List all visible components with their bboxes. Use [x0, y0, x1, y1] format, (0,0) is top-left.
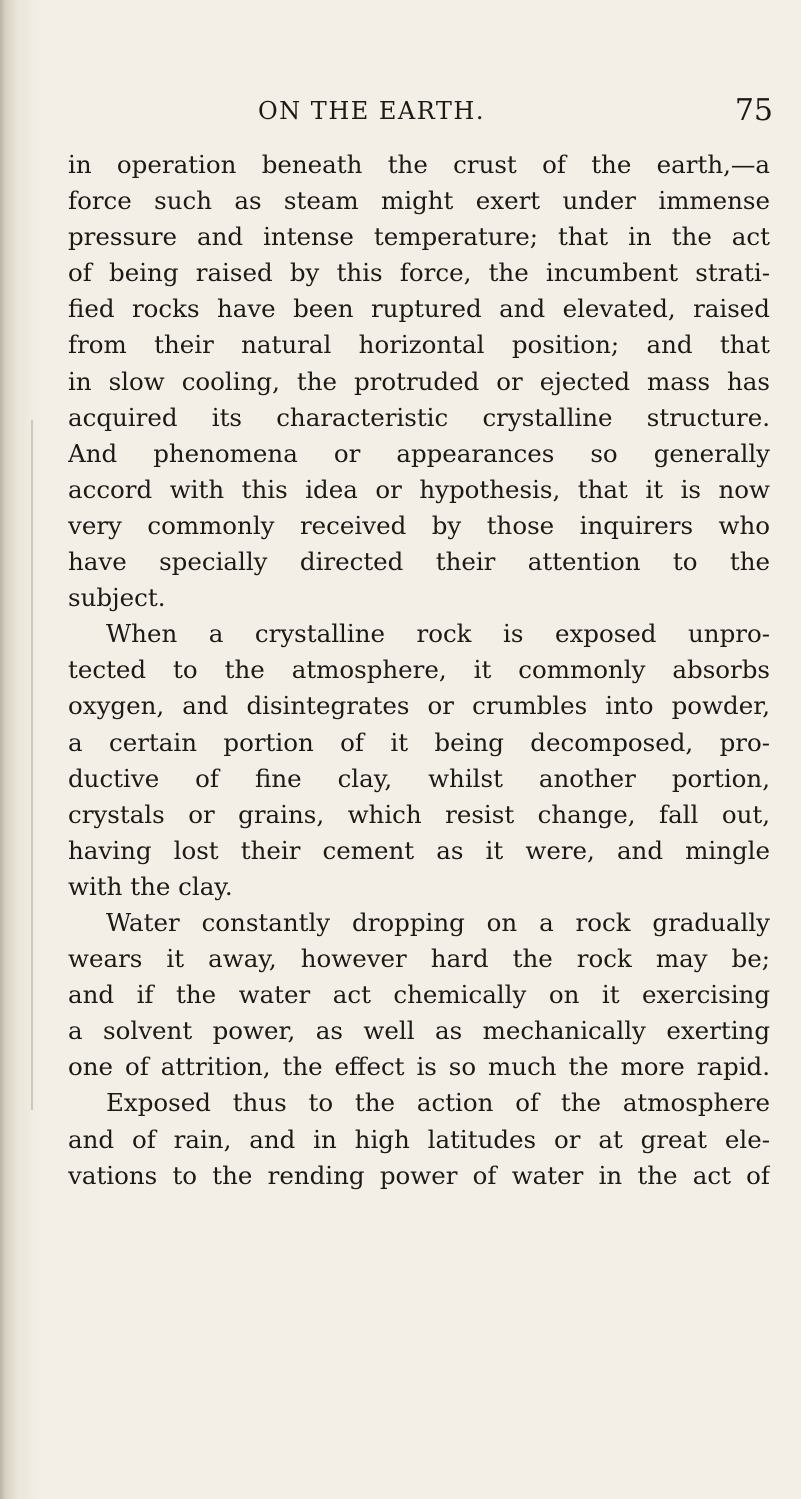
running-head: ON THE EARTH. — [258, 97, 485, 125]
page-gutter-shadow — [0, 0, 40, 1499]
text-line: oxygen, and disintegrates or crumbles into powder, — [68, 691, 770, 721]
text-line: in operation beneath the crust of the earth,—a — [68, 150, 770, 179]
text-line: having lost their cement as it were, and mingle — [68, 835, 770, 865]
text-line: and of rain, and in high latitudes or at great ele- — [68, 1124, 770, 1154]
text-line: of being raised by this force, the incumbent strati- — [68, 258, 770, 288]
paragraph-end-line: with the clay. — [68, 871, 233, 901]
paragraph-end-line: subject. — [68, 583, 166, 613]
page-header — [0, 93, 801, 133]
text-line: tected to the atmosphere, it commonly absorbs — [68, 655, 770, 685]
text-line: very commonly received by those inquirers who — [68, 510, 770, 540]
page-number: 75 — [734, 93, 773, 128]
paragraph-start-line: Water constantly dropping on a rock gradually — [106, 907, 770, 937]
text-line: fied rocks have been ruptured and elevated, raised — [68, 294, 770, 324]
text-line: have specially directed their attention to the — [68, 547, 770, 577]
text-line: wears it away, however hard the rock may be; — [68, 944, 770, 974]
body-text — [68, 147, 770, 1194]
text-line: one of attrition, the effect is so much the more rapid. — [68, 1052, 770, 1082]
text-line: vations to the rending power of water in the act of — [68, 1160, 770, 1190]
text-line: crystals or grains, which resist change, fall out, — [68, 799, 770, 829]
text-line: from their natural horizontal position; and that — [68, 330, 770, 360]
text-line: And phenomena or appearances so generally — [68, 438, 770, 468]
text-line: and if the water act chemically on it exercising — [68, 980, 770, 1010]
text-line: acquired its characteristic crystalline structure. — [68, 402, 770, 432]
paragraph-start-line: When a crystalline rock is exposed unpro- — [106, 619, 770, 649]
text-line: ductive of fine clay, whilst another portion, — [68, 763, 770, 793]
text-line: accord with this idea or hypothesis, that it is now — [68, 474, 770, 504]
text-line: in slow cooling, the protruded or ejected mass has — [68, 366, 770, 396]
text-line: a solvent power, as well as mechanically exerting — [68, 1016, 770, 1046]
text-line: pressure and intense temperature; that in the act — [68, 222, 770, 252]
binding-edge — [31, 420, 33, 1110]
text-line: force such as steam might exert under immense — [68, 186, 770, 216]
text-line: a certain portion of it being decomposed, pro- — [68, 727, 770, 757]
paragraph-start-line: Exposed thus to the action of the atmosphere — [106, 1088, 770, 1118]
